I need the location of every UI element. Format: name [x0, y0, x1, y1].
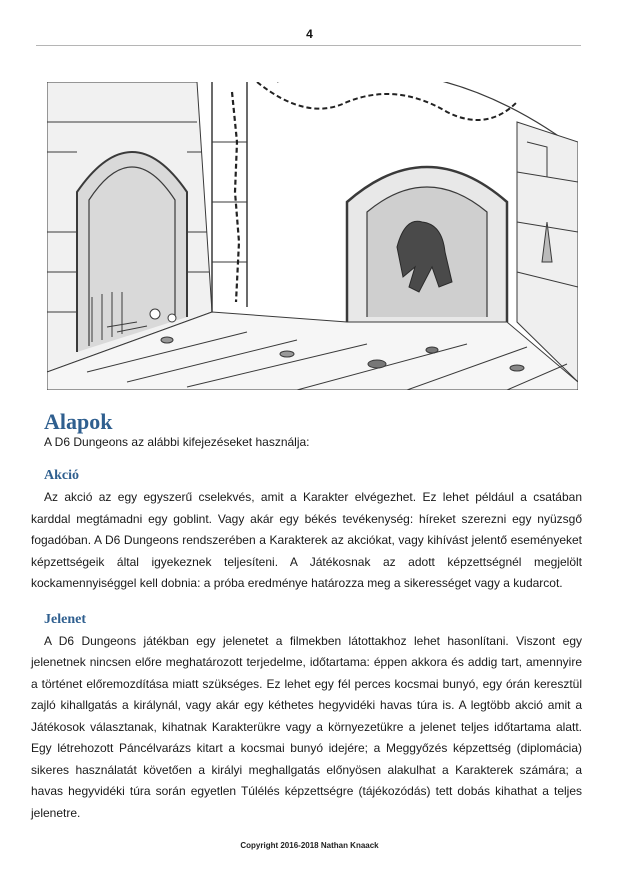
section-intro: A D6 Dungeons az alábbi kifejezéseket használja:: [44, 435, 310, 449]
page-content: [31, 410, 582, 824]
subsection-body-jelenet: A D6 Dungeons játékban egy jelenetet a filmekben látottakhoz lehet hasonlítani. Viszont egy jelenetnek nincsen előre meghatározott terjedelme, időtartama: éppen akkora és addig tart, amennyire a történet előremozdítása miatt szükséges. Ez lehet egy fél perces kocsmai bunyó, egy órán keresztül zajló kihallgatás a királynál, vagy akár egy kéthetes hegyvidéki havas túra is. A legtöbb akció amit a Játékosok választanak, kihatnak Karakterükre vagy a környezetükre a jelenet teljes időtartama alatt. Egy létrehozott Páncélvarázs kitart a kocsmai bunyó idejére; a Meggyőzés képzettség (diplomácia) sikeres használatát követően a királyi meghallgatás előnyösen alakulhat a Karakterek számára; a havas hegyvidéki túra során egyetlen Túlélés képzettségre (tájékozódás) tett dobás kihathat a teljes jelenetre.: [31, 633, 582, 820]
subsection-title-akcio: Akció: [44, 468, 79, 483]
section-title: Alapok: [44, 409, 113, 434]
dungeon-illustration: [47, 82, 578, 390]
subsection-title-jelenet: Jelenet: [44, 611, 86, 627]
dungeon-illustration-svg: [47, 82, 578, 390]
page-number: 4: [306, 27, 313, 41]
copyright-footer: Copyright 2016-2018 Nathan Knaack: [240, 841, 379, 850]
header-rule: [36, 45, 581, 46]
subsection-body-akcio: Az akció az egy egyszerű cselekvés, amit a Karakter elvégezhet. Ez lehet például a csatában karddal megtámadni egy goblint. Vagy akár egy békés tevékenység: híreket szerezni egy nyüzsgő fogadóban. A D6 Dungeons rendszerében a Karakterek az akciókat, vagy kihívást jelentő eseményeket képzettségeik által igyekeznek teljesíteni. A Játékosnak az adott képzettségnél megjelölt kockamennyiséggel kell dobnia: a próba eredménye határozza meg a sikerességet vagy a kudarcot.: [31, 490, 582, 590]
